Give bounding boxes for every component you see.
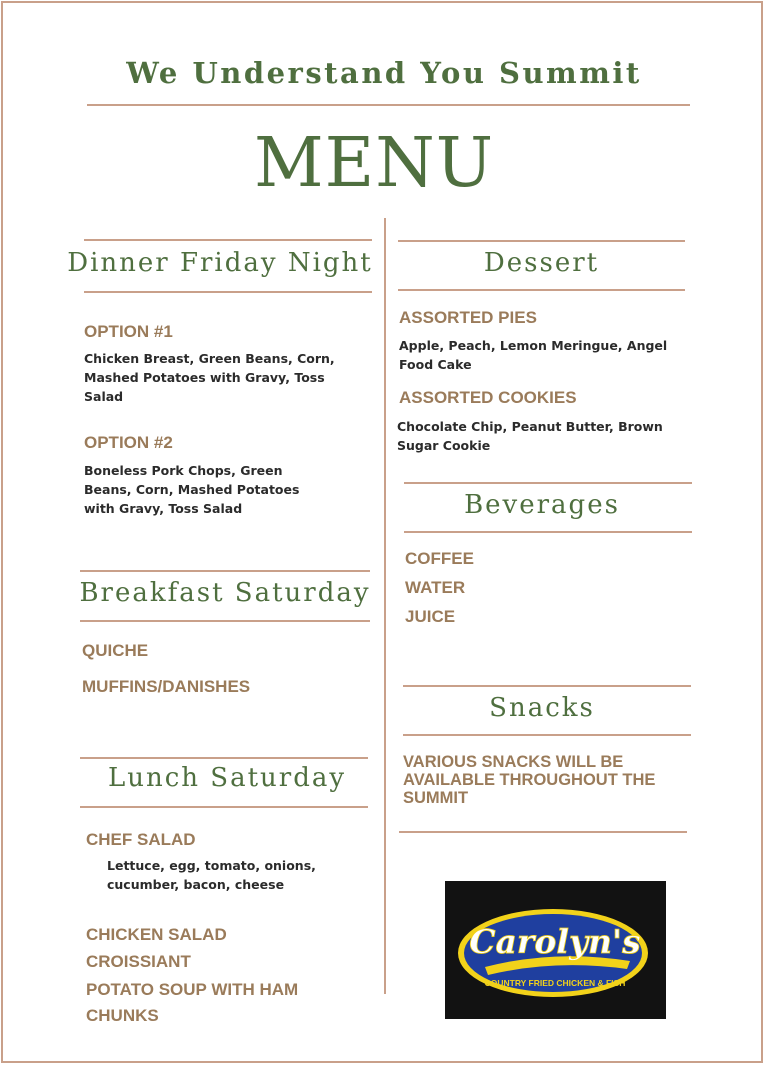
lunch-item-chunks: CHUNKS xyxy=(86,1006,159,1025)
lunch-rule-bottom xyxy=(80,806,368,808)
carolyns-logo-graphic xyxy=(445,881,666,1019)
breakfast-item-muffins: MUFFINS/DANISHES xyxy=(82,677,251,696)
option-2-label: OPTION #2 xyxy=(84,433,173,452)
breakfast-rule-top xyxy=(80,570,370,572)
dessert-cookies-description: Chocolate Chip, Peanut Butter, Brown Sugar Cookie xyxy=(397,419,663,453)
dessert-rule-top xyxy=(398,240,685,242)
snacks-rule-end xyxy=(399,831,687,833)
dinner-rule-bottom xyxy=(84,291,372,293)
dinner-rule-top xyxy=(84,239,372,241)
chef-salad-label: CHEF SALAD xyxy=(86,830,196,849)
lunch-heading: Lunch Saturday xyxy=(107,763,347,793)
lunch-item-croissiant: CROISSIANT xyxy=(86,952,191,971)
logo-tagline: COUNTRY FRIED CHICKEN & FISH xyxy=(484,978,626,988)
lunch-item-potato-soup: POTATO SOUP WITH HAM xyxy=(86,980,299,999)
summit-title: We Understand You Summit xyxy=(126,56,642,90)
option-1-label: OPTION #1 xyxy=(84,322,173,341)
option-1-description: Chicken Breast, Green Beans, Corn, Mashed Potatoes with Gravy, Toss Salad xyxy=(84,351,335,404)
snacks-heading: Snacks xyxy=(489,693,595,723)
dessert-heading: Dessert xyxy=(483,248,600,278)
lunch-rule-top xyxy=(80,757,368,759)
lunch-item-chicken-salad: CHICKEN SALAD xyxy=(86,925,227,944)
beverages-heading: Beverages xyxy=(464,490,620,520)
dinner-heading: Dinner Friday Night xyxy=(67,248,373,278)
menu-title: MENU xyxy=(253,124,495,203)
header-divider xyxy=(87,104,690,106)
dessert-pies-label: ASSORTED PIES xyxy=(399,308,537,327)
chef-salad-description: Lettuce, egg, tomato, onions, cucumber, bacon, cheese xyxy=(107,858,316,892)
carolyns-logo xyxy=(445,881,666,1019)
dessert-cookies-label: ASSORTED COOKIES xyxy=(399,388,577,407)
breakfast-heading: Breakfast Saturday xyxy=(79,578,371,608)
beverage-coffee: COFFEE xyxy=(405,549,474,568)
beverage-water: WATER xyxy=(405,578,466,597)
snacks-text: VARIOUS SNACKS WILL BE AVAILABLE THROUGHOUT THE SUMMIT xyxy=(403,753,656,807)
dessert-pies-description: Apple, Peach, Lemon Meringue, Angel Food Cake xyxy=(399,338,668,372)
snacks-rule-bottom xyxy=(403,734,691,736)
breakfast-item-quiche: QUICHE xyxy=(82,641,149,660)
dessert-rule-bottom xyxy=(398,289,685,291)
option-2-description: Boneless Pork Chops, Green Beans, Corn, Mashed Potatoes with Gravy, Toss Salad xyxy=(84,463,300,516)
beverages-rule-bottom xyxy=(404,531,692,533)
logo-wordmark: Carolyn's xyxy=(469,922,641,961)
snacks-rule-top xyxy=(403,685,691,687)
beverages-rule-top xyxy=(404,482,692,484)
breakfast-rule-bottom xyxy=(80,620,370,622)
beverage-juice: JUICE xyxy=(405,607,456,626)
